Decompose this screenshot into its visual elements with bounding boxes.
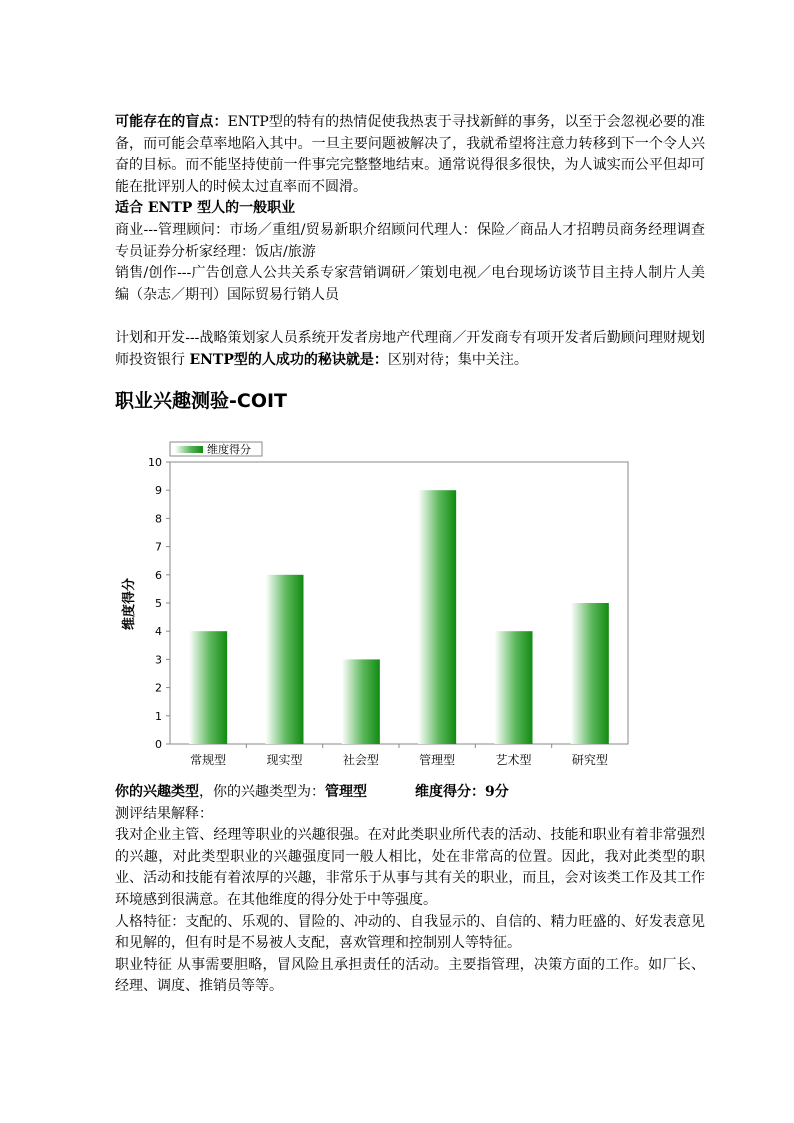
bar-社会型 <box>342 659 380 744</box>
spacer <box>115 306 705 328</box>
result-section <box>115 782 705 998</box>
score-label: 维度得分： <box>415 784 485 800</box>
y-tick-label: 6 <box>155 568 162 582</box>
y-tick-label: 7 <box>155 540 162 554</box>
bar-研究型 <box>571 603 609 744</box>
occupation-text: 职业特征 从事需要胆略，冒风险且承担责任的活动。主要指管理，决策方面的工作。如厂长、经理、调度、推销员等等。 <box>115 956 705 995</box>
section-title: 职业兴趣测验-COIT <box>115 390 288 412</box>
blind-spot-paragraph <box>115 112 705 198</box>
type-value: 管理型 <box>325 784 367 800</box>
bar-艺术型 <box>495 631 533 744</box>
bar-管理型 <box>418 490 456 744</box>
jobs-business: 商业---管理顾问：市场／重组/贸易新职介绍顾问代理人：保险／商品人才招聘员商务经理调查专员证券分析家经理：饭店/旅游 <box>115 221 705 260</box>
legend-swatch <box>175 446 203 453</box>
y-tick-label: 10 <box>148 456 162 469</box>
type-label: 你的兴趣类型 <box>115 784 199 800</box>
y-tick-label: 2 <box>155 681 162 695</box>
x-tick-label: 艺术型 <box>495 753 532 767</box>
x-tick-label: 常规型 <box>190 753 227 767</box>
x-tick-label: 管理型 <box>419 753 456 767</box>
personality-text: 人格特征：支配的、乐观的、冒险的、冲动的、自我显示的、自信的、精力旺盛的、好发表意见和见解的，但有时是不易被人支配，喜欢管理和控制别人等特征。 <box>115 913 705 952</box>
blind-spot-text: ENTP型的特有的热情促使我热衷于寻找新鲜的事务，以至于会忽视必要的准备，而可能会草率地陷入其中。一旦主要问题被解决了，我就希望将注意力转移到下一个令人兴奋的目标。而不能坚持使前一件事完完整整地结束。通常说得很多很快，为人诚实而公平但却可能在批评别人的时候太过直率而不圆滑。 <box>115 114 706 195</box>
y-tick-label: 3 <box>155 653 162 667</box>
y-tick-label: 5 <box>155 597 162 610</box>
x-tick-label: 社会型 <box>342 753 379 767</box>
interest-chart <box>115 436 640 776</box>
success-text: 区别对待；集中关注。 <box>387 351 528 368</box>
chart-svg <box>115 436 640 776</box>
y-tick-label: 0 <box>155 738 162 751</box>
chart-legend <box>170 442 262 456</box>
jobs-heading: 适合 ENTP 型人的一般职业 <box>115 200 296 217</box>
blind-spot-label: 可能存在的盲点： <box>115 114 228 130</box>
success-label: ENTP型的人成功的秘诀就是： <box>189 351 388 368</box>
x-tick-label: 现实型 <box>266 753 303 767</box>
explain-text: 我对企业主管、经理等职业的兴趣很强。在对此类职业所代表的活动、技能和职业有着非常强烈的兴趣，对此类型职业的兴趣强度同一般人相比，处在非常高的位置。因此，我对此类型的职业、活动和技能有着浓厚的兴趣，非常乐于从事与其有关的职业，而且，会对该类工作及其工作环境感到很满意。在其他维度的得分处于中等强度。 <box>115 827 705 908</box>
plot-frame <box>170 462 628 744</box>
jobs-planning-text: 计划和开发---战略策划家人员系统开发者房地产代理商／开发商专有项开发者后勤顾问理财规划师投资银行 <box>115 330 705 368</box>
y-tick-label: 4 <box>155 625 162 639</box>
y-tick-label: 9 <box>155 484 162 498</box>
y-tick-label: 1 <box>155 709 162 723</box>
result-type-line <box>115 782 705 804</box>
y-tick-label: 8 <box>155 512 162 526</box>
intro-section <box>115 112 705 372</box>
y-axis-label: 维度得分 <box>122 577 137 631</box>
explain-heading: 测评结果解释： <box>115 805 213 822</box>
jobs-sales: 销售/创作---广告创意人公共关系专家营销调研／策划电视／电台现场访谈节目主持人制片人美编（杂志／期刊）国际贸易行销人员 <box>115 265 705 303</box>
bar-常规型 <box>189 631 227 744</box>
type-prefix: ，你的兴趣类型为： <box>199 784 325 800</box>
jobs-planning <box>115 328 705 371</box>
score-value: 9分 <box>485 784 509 800</box>
bar-现实型 <box>266 575 304 744</box>
legend-label: 维度得分 <box>207 443 251 456</box>
x-tick-label: 研究型 <box>571 753 608 767</box>
